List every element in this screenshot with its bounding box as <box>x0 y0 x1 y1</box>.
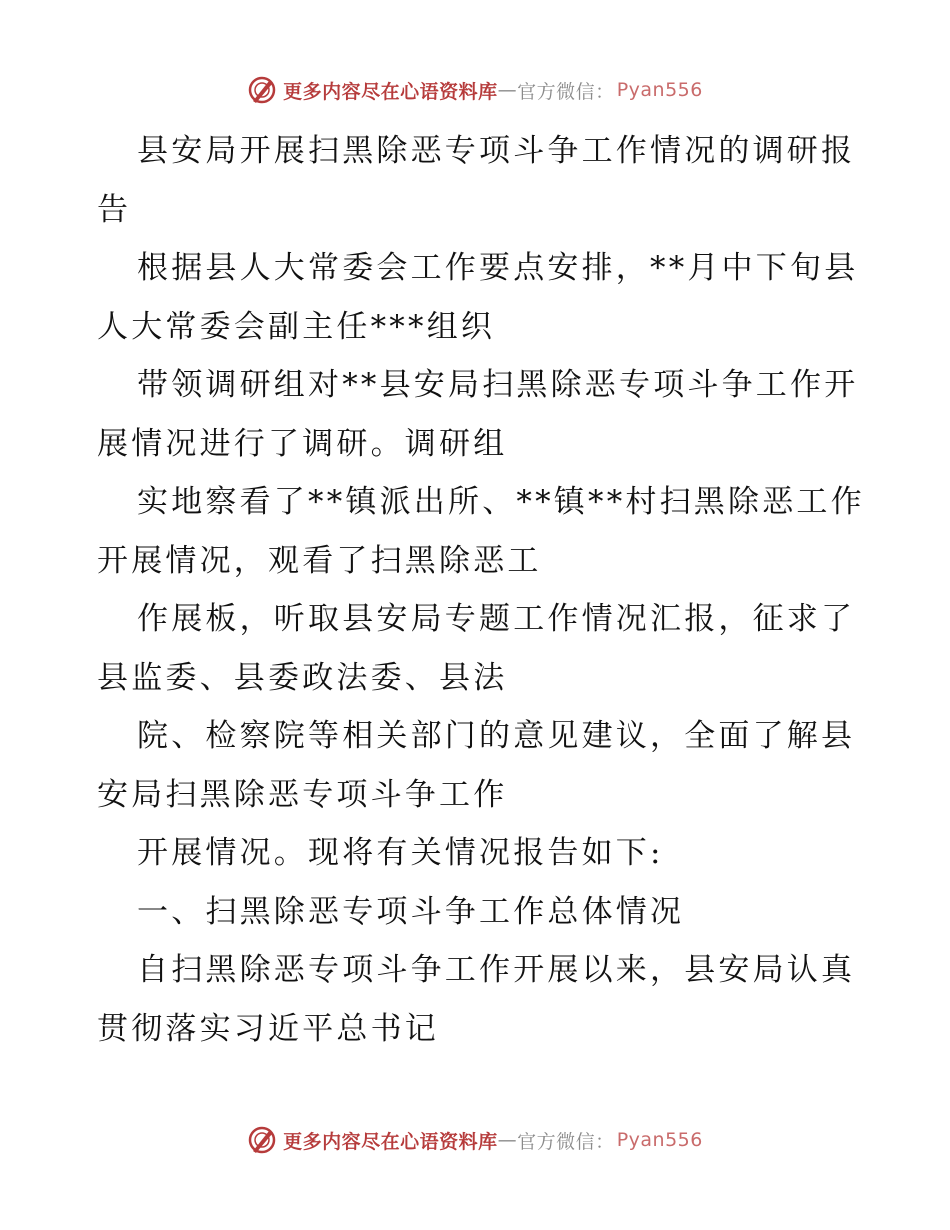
watermark-wechat-id: Pyan556 <box>616 1129 703 1151</box>
paragraph-line: 实地察看了**镇派出所、**镇**村扫黑除恶工作 <box>137 484 865 520</box>
paragraph-line: 开展情况。现将有关情况报告如下: <box>137 835 664 871</box>
paragraph-line: 作展板，听取县安局专题工作情况汇报，征求了 <box>137 601 856 637</box>
doc-title-line-2: 告 <box>97 191 132 228</box>
section-heading: 一、扫黑除恶专项斗争工作总体情况 <box>137 893 685 930</box>
watermark-separator: — <box>497 79 518 101</box>
watermark-wechat-label: 官方微信： <box>517 1130 615 1153</box>
paragraph-line: 根据县人大常委会工作要点安排，**月中下旬县 <box>137 250 859 286</box>
document-body <box>97 122 865 1058</box>
header-watermark <box>0 72 950 108</box>
paragraph-line: 县监委、县委政法委、县法 <box>97 659 508 696</box>
footer-watermark <box>0 1122 950 1158</box>
doc-title-line-1: 县安局开展扫黑除恶专项斗争工作情况的调研报 <box>137 133 856 169</box>
paragraph-line: 贯彻落实习近平总书记 <box>97 1010 439 1047</box>
paragraph-line: 展情况进行了调研。调研组 <box>97 425 508 462</box>
watermark-separator: — <box>497 1129 518 1151</box>
pen-circle-logo-icon <box>247 1125 277 1155</box>
paragraph-line: 开展情况，观看了扫黑除恶工 <box>97 542 542 579</box>
paragraph-line: 安局扫黑除恶专项斗争工作 <box>97 776 508 813</box>
paragraph-line: 自扫黑除恶专项斗争工作开展以来，县安局认真 <box>137 952 856 988</box>
paragraph-line: 院、检察院等相关部门的意见建议，全面了解县 <box>137 718 856 754</box>
watermark-brand: 更多内容尽在心语资料库 <box>283 80 498 103</box>
paragraph-line: 人大常委会副主任***组织 <box>97 308 496 345</box>
paragraph-line: 带领调研组对**县安局扫黑除恶专项斗争工作开 <box>137 367 859 403</box>
watermark-wechat-label: 官方微信： <box>517 80 615 103</box>
watermark-wechat-id: Pyan556 <box>616 79 703 101</box>
watermark-brand: 更多内容尽在心语资料库 <box>283 1130 498 1153</box>
pen-circle-logo-icon <box>247 75 277 105</box>
